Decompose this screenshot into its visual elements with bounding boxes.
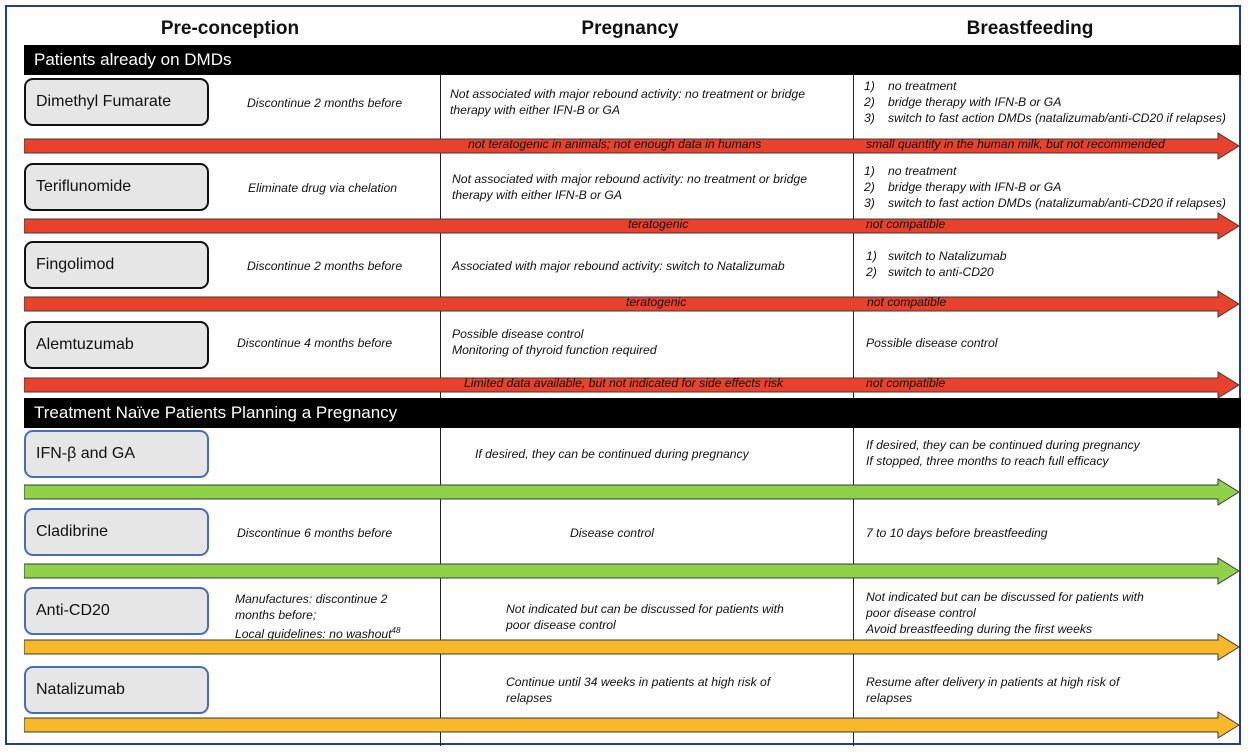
drug-label-natalizumab: Natalizumab xyxy=(24,666,209,714)
alem-arrow-pregnancy-label: Limited data available, but not indicated for side effects risk xyxy=(464,376,784,390)
dmf-preconception: Discontinue 2 months before xyxy=(247,96,403,110)
fingo-preconception: Discontinue 2 months before xyxy=(247,259,403,273)
fingo-arrow-breastfeeding-label: not compatible xyxy=(867,295,947,309)
dmf-arrow-breastfeeding-label: small quantity in the human milk, but not recommended xyxy=(866,137,1165,151)
drug-label-fingolimod: Fingolimod xyxy=(24,241,209,289)
cd20-breastfeeding: Not indicated but can be discussed for patients with poor disease control Avoid breastfeeding during the first weeks xyxy=(866,590,1144,636)
ifn-pregnancy: If desired, they can be continued during pregnancy xyxy=(475,447,749,461)
section-dmd: Patients already on DMDs xyxy=(24,45,1241,75)
teri-pregnancy: Not associated with major rebound activity: no treatment or bridge therapy with either IFN-B or GA xyxy=(452,172,807,202)
header-pregnancy: Pregnancy xyxy=(581,18,679,39)
alem-breastfeeding: Possible disease control xyxy=(866,336,998,350)
dmf-breastfeeding: 1) no treatment 2) bridge therapy with IFN-B or GA 3) switch to fast action DMDs (natalizumab/anti-CD20 if relapses) xyxy=(864,79,1226,125)
arrow-nata xyxy=(24,711,1240,739)
drug-label-alemtuzumab: Alemtuzumab xyxy=(24,321,209,369)
arrow-shape xyxy=(24,633,1240,661)
alem-preconception: Discontinue 4 months before xyxy=(237,336,393,350)
teri-arrow-breastfeeding-label: not compatible xyxy=(866,217,946,231)
drug-label-anti-cd20: Anti-CD20 xyxy=(24,587,209,635)
teri-arrow-pregnancy-label: teratogenic xyxy=(628,217,689,231)
arrow-shape xyxy=(24,557,1240,585)
teri-preconception: Eliminate drug via chelation xyxy=(248,181,398,195)
nata-pregnancy: Continue until 34 weeks in patients at high risk of relapses xyxy=(506,675,771,705)
cd20-pregnancy: Not indicated but can be discussed for patients with poor disease control xyxy=(506,602,784,632)
dmf-arrow-pregnancy-label: not teratogenic in animals; not enough data in humans xyxy=(468,137,762,151)
clad-pregnancy: Disease control xyxy=(570,526,654,540)
arrow-body xyxy=(24,558,1239,584)
alem-pregnancy: Possible disease control Monitoring of thyroid function required xyxy=(452,327,657,357)
header-breastfeeding: Breastfeeding xyxy=(966,18,1094,39)
arrow-alem xyxy=(24,371,1240,399)
alem-arrow-breastfeeding-label: not compatible xyxy=(866,376,946,390)
divider-breastfeeding-naive xyxy=(853,428,854,746)
arrow-fingo xyxy=(24,290,1240,318)
section-naive: Treatment Naïve Patients Planning a Pregnancy xyxy=(24,398,1241,428)
arrow-shape xyxy=(24,711,1240,739)
fingo-breastfeeding: 1) switch to Natalizumab 2) switch to anti-CD20 xyxy=(866,249,1007,279)
divider-pregnancy-naive xyxy=(440,428,441,746)
arrow-ifn xyxy=(24,478,1240,506)
clad-preconception: Discontinue 6 months before xyxy=(237,526,393,540)
fingo-pregnancy: Associated with major rebound activity: switch to Natalizumab xyxy=(452,259,785,273)
arrow-body xyxy=(24,712,1239,738)
drug-label-ifn-ga: IFN-β and GA xyxy=(24,430,209,478)
arrow-shape xyxy=(24,478,1240,506)
arrow-body xyxy=(24,634,1239,660)
teri-breastfeeding: 1) no treatment 2) bridge therapy with IFN-B or GA 3) switch to fast action DMDs (natalizumab/anti-CD20 if relapses) xyxy=(864,164,1226,210)
ifn-breastfeeding: If desired, they can be continued during pregnancy If stopped, three months to reach full efficacy xyxy=(866,438,1140,468)
nata-breastfeeding: Resume after delivery in patients at high risk of relapses xyxy=(866,675,1120,705)
dmf-pregnancy: Not associated with major rebound activity: no treatment or bridge therapy with either IFN-B or GA xyxy=(450,87,805,117)
arrow-teri xyxy=(24,212,1240,240)
cd20-preconception: Manufactures: discontinue 2 months before; Local guidelines: no washout$^{48}$ xyxy=(235,592,401,642)
drug-label-teriflunomide: Teriflunomide xyxy=(24,163,209,211)
fingo-arrow-pregnancy-label: teratogenic xyxy=(626,295,687,309)
arrow-dmf xyxy=(24,132,1240,160)
header-preconception: Pre-conception xyxy=(160,18,300,39)
clad-breastfeeding: 7 to 10 days before breastfeeding xyxy=(866,526,1048,540)
drug-label-cladibrine: Cladibrine xyxy=(24,508,209,556)
arrow-body xyxy=(24,479,1239,505)
drug-label-dimethyl-fumarate: Dimethyl Fumarate xyxy=(24,78,209,126)
arrow-cd20 xyxy=(24,633,1240,661)
arrow-clad xyxy=(24,557,1240,585)
